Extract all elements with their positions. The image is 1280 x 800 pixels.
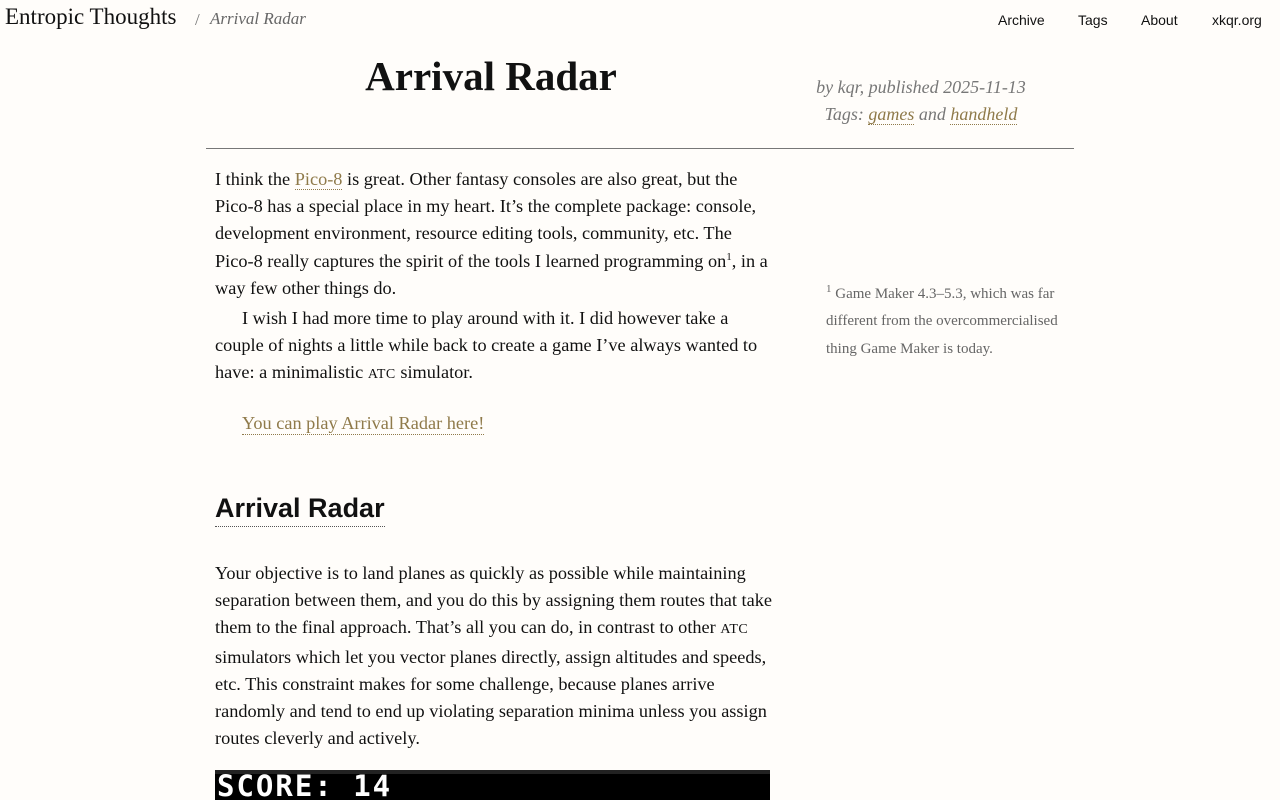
section-text <box>215 560 773 752</box>
intro-text <box>215 166 773 389</box>
sidenote-text: Game Maker 4.3–5.3, which was far different from the overcommercialised thing Game Maker is today. <box>826 286 1058 357</box>
text-run: Your objective is to land planes as quickly as possible while maintaining separation between them, and you do this by assigning them routes that take them to the final approach. That’s all you can do, in contrast to other <box>215 563 772 638</box>
text-run: I think the <box>215 169 295 189</box>
play-game-link[interactable]: You can play Arrival Radar here! <box>242 413 485 433</box>
header-divider <box>206 148 1074 149</box>
abbr-atc: ATC <box>367 367 396 383</box>
game-screenshot <box>215 770 770 800</box>
text-run: , in a way few other things do. <box>215 250 768 298</box>
site-title-link[interactable]: Entropic Thoughts <box>5 4 177 29</box>
nav-home-link[interactable]: xkqr.org <box>1212 12 1262 28</box>
tags-label: Tags: <box>824 104 864 124</box>
top-bar <box>0 0 1280 40</box>
intro-paragraph-1 <box>215 166 773 302</box>
nav-about-link[interactable]: About <box>1141 12 1178 28</box>
game-score-text: SCORE: 14 <box>217 770 393 800</box>
footnote-ref[interactable]: 1 <box>726 250 732 263</box>
breadcrumb-separator: / <box>195 10 200 29</box>
section-heading[interactable]: Arrival Radar <box>215 490 385 527</box>
tags-line <box>806 101 1036 128</box>
section-paragraph <box>215 560 773 752</box>
abbr-atc: ATC <box>720 622 749 638</box>
sidenote-number: 1 <box>826 283 832 295</box>
text-run: simulator. <box>395 362 473 383</box>
post-meta <box>806 74 1036 128</box>
byline: by kqr, published 2025-11-13 <box>816 77 1026 97</box>
tag-link-handheld[interactable]: handheld <box>950 104 1018 124</box>
nav-archive-link[interactable]: Archive <box>998 12 1045 28</box>
breadcrumb-current: Arrival Radar <box>210 9 306 28</box>
nav-tags-link[interactable]: Tags <box>1078 12 1108 28</box>
text-run: I wish I had more time to play around with it. I did however take a couple of nights a little while back to create a game I’ve always wanted to have: a minimalistic <box>215 308 758 383</box>
text-run: is great. Other fantasy consoles are also great, but the Pico-8 has a special place in my heart. It’s the complete package: console, development environment, resource editing tools, community, etc. The Pico-8 really captures the spirit of the tools I learned programming on <box>215 169 757 271</box>
text-run: simulators which let you vector planes directly, assign altitudes and speeds, etc. This constraint makes for some challenge, because planes arrive randomly and tend to end up violating separation minima unless you assign routes cleverly and actively. <box>215 646 767 749</box>
sidenote-1 <box>826 281 1076 363</box>
intro-paragraph-2 <box>215 305 773 389</box>
pico8-link[interactable]: Pico-8 <box>294 169 343 189</box>
page-title: Arrival Radar <box>365 53 617 99</box>
tags-conjunction: and <box>918 104 946 124</box>
tag-link-games[interactable]: games <box>868 104 915 124</box>
